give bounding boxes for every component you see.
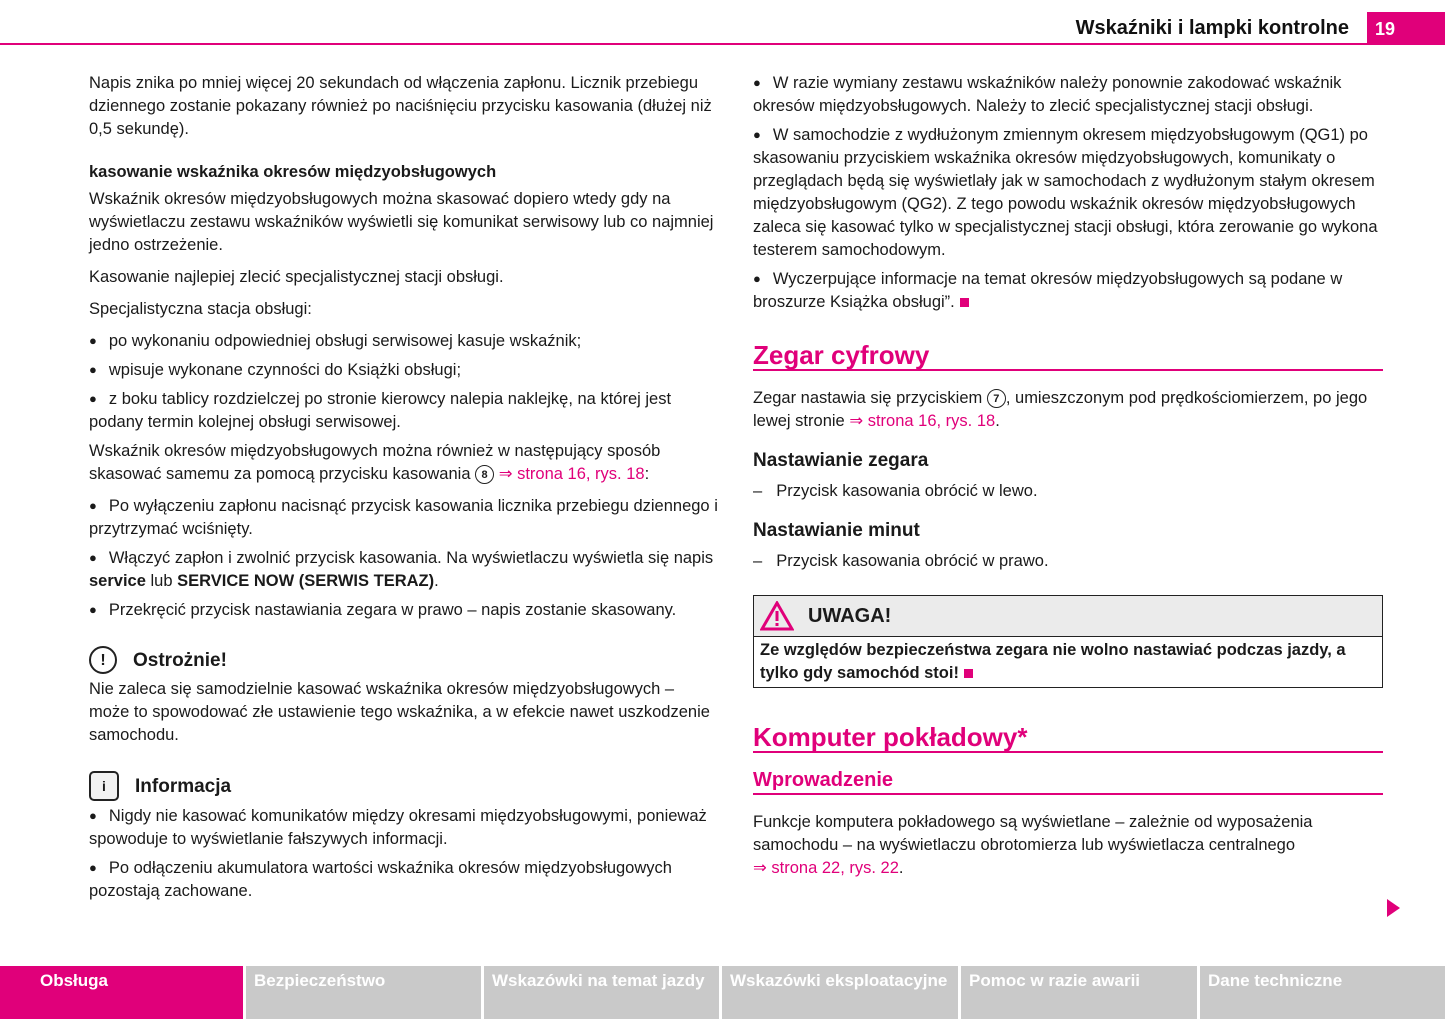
punctuation: . (898, 859, 904, 877)
list-item: ● Po odłączeniu akumulatora wartości wskaźnika okresów międzyobsługowych pozostają zachowane. (89, 857, 719, 903)
subsection-heading-intro: Wprowadzenie (753, 769, 1383, 795)
list-item-text: lub (150, 572, 173, 590)
paragraph: Kasowanie najlepiej zlecić specjalistycznej stacji obsługi. (89, 268, 504, 286)
paragraph-text: Funkcje komputera pokładowego są wyświetlane – zależnie od wyposażenia samochodu – na wyświetlaczu obrotomierza lub wyświetlacza centralnego (753, 813, 1313, 854)
paragraph (753, 387, 1383, 433)
display-message: SERVICE NOW (SERWIS TERAZ) (177, 572, 435, 590)
info-title: Informacja (135, 775, 232, 797)
info-icon: i (89, 771, 119, 801)
punctuation: : (644, 465, 650, 483)
caution-icon: ! (89, 646, 117, 674)
header-divider (0, 43, 1445, 45)
section-end-marker (964, 669, 973, 678)
punctuation: . (434, 572, 439, 590)
step-item: – Przycisk kasowania obrócić w prawo. (753, 550, 1383, 573)
caution-title: Ostrożnie! (133, 649, 227, 671)
footer-tab-wskazowki-eksploatacyjne[interactable]: Wskazówki eksploatacyjne (722, 966, 958, 1019)
info-header (89, 771, 719, 801)
warning-header (754, 596, 1382, 637)
warning-text-content: Ze względów bezpieczeństwa zegara nie wolno nastawiać podczas jazdy, a tylko gdy samochód stoi! (760, 641, 1346, 682)
paragraph-text: Zegar nastawia się przyciskiem (753, 389, 983, 407)
paragraph (753, 811, 1383, 880)
list-item (753, 268, 1383, 314)
button-reference-icon: 8 (475, 465, 494, 484)
button-reference-icon: 7 (987, 389, 1006, 408)
section-heading-computer: Komputer pokładowy* (753, 726, 1383, 753)
list-item: ● Nigdy nie kasować komunikatów między okresami międzyobsługowymi, ponieważ spowoduje to wyświetlanie fałszywych informacji. (89, 805, 719, 851)
list-item: ● Po wyłączeniu zapłonu nacisnąć przycisk kasowania licznika przebiegu dziennego i przytrzymać wciśnięty. (89, 495, 719, 541)
display-message: service (89, 572, 146, 590)
left-column (89, 72, 719, 909)
list-item (89, 547, 719, 593)
section-subheading: kasowanie wskaźnika okresów międzyobsługowych (89, 163, 497, 181)
punctuation: . (995, 412, 1000, 430)
warning-box (753, 595, 1383, 688)
paragraph-text: , umieszczonym pod prędkościomierzem, po jego lewej stronie (753, 389, 1368, 430)
footer-tab-obsluga[interactable]: Obsługa (0, 966, 243, 1019)
paragraph (89, 440, 719, 486)
subsection-heading: Nastawianie zegara (753, 450, 929, 471)
page-number: 19 (1367, 12, 1445, 44)
paragraph: Wskaźnik okresów międzyobsługowych można skasować dopiero wtedy gdy na wyświetlaczu zestawu wskaźników wyświetli się komunikat serwisowy lub co najmniej jedno ostrzeżenie. (89, 190, 714, 254)
warning-title: UWAGA! (808, 604, 892, 627)
subsection-heading: Nastawianie minut (753, 520, 920, 541)
list-item: ● z boku tablicy rozdzielczej po stronie kierowcy nalepia naklejkę, na której jest podany termin kolejnej obsługi serwisowej. (89, 388, 719, 434)
cross-reference-link[interactable]: ⇒ strona 16, rys. 18 (849, 412, 996, 430)
footer-nav (0, 966, 1445, 1019)
list-item: ● Przekręcić przycisk nastawiania zegara w prawo – napis zostanie skasowany. (89, 599, 719, 622)
list-item: ● W samochodzie z wydłużonym zmiennym okresem międzyobsługowym (QG1) po skasowaniu przyciskiem wskaźnika okresów międzyobsługowych, komunikaty o przeglądach będą się wyświetlały jak w samochodach z wydłużonym stałym okresem międzyobsługowym (QG2). Z tego powodu wskaźnik okresów międzyobsługowych zaleca się kasować tylko w specjalistycznej stacji obsługi, która zerowanie go wykona testerem samochodowym. (753, 124, 1383, 262)
list-item: ● po wykonaniu odpowiedniej obsługi serwisowej kasuje wskaźnik; (89, 330, 719, 353)
paragraph-text: Wskaźnik okresów międzyobsługowych można również w następujący sposób skasować samemu za pomocą przycisku kasowania (89, 442, 661, 483)
list-item: ● wpisuje wykonane czynności do Książki obsługi; (89, 359, 719, 382)
cross-reference-link[interactable]: ⇒ strona 22, rys. 22 (753, 859, 899, 877)
list-item-text: Wyczerpujące informacje na temat okresów międzyobsługowych są podane w broszurze Książka obsługi”. (753, 270, 1343, 311)
paragraph: Napis znika po mniej więcej 20 sekundach od włączenia zapłonu. Licznik przebiegu dziennego zostanie pokazany również po naciśnięciu przycisku kasowania (dłużej niż 0,5 sekundę). (89, 74, 712, 138)
section-end-marker (960, 298, 969, 307)
right-column (753, 72, 1383, 889)
warning-triangle-icon (760, 601, 794, 631)
list-item-text: Włączyć zapłon i zwolnić przycisk kasowania. Na wyświetlaczu wyświetla się napis (108, 549, 714, 567)
caution-text: Nie zaleca się samodzielnie kasować wskaźnika okresów międzyobsługowych – może to spowodować złe ustawienie tego wskaźnika, a w efekcie nawet uszkodzenie samochodu. (89, 680, 710, 744)
list-item: ● W razie wymiany zestawu wskaźników należy ponownie zakodować wskaźnik okresów międzyobsługowych. Należy to zlecić specjalistycznej stacji obsługi. (753, 72, 1383, 118)
footer-tab-dane-techniczne[interactable]: Dane techniczne (1200, 966, 1445, 1019)
warning-text (754, 637, 1382, 687)
page-header-title: Wskaźniki i lampki kontrolne (1075, 17, 1349, 39)
footer-tab-pomoc[interactable]: Pomoc w razie awarii (961, 966, 1197, 1019)
footer-tab-bezpieczenstwo[interactable]: Bezpieczeństwo (246, 966, 481, 1019)
section-heading-clock: Zegar cyfrowy (753, 344, 1383, 371)
cross-reference-link[interactable]: ⇒ strona 16, rys. 18 (498, 465, 645, 483)
footer-tab-wskazowki-jazdy[interactable]: Wskazówki na temat jazdy (484, 966, 719, 1019)
step-item: – Przycisk kasowania obrócić w lewo. (753, 480, 1383, 503)
next-page-arrow-icon[interactable] (1387, 899, 1400, 917)
paragraph: Specjalistyczna stacja obsługi: (89, 300, 312, 318)
caution-header (89, 646, 719, 674)
